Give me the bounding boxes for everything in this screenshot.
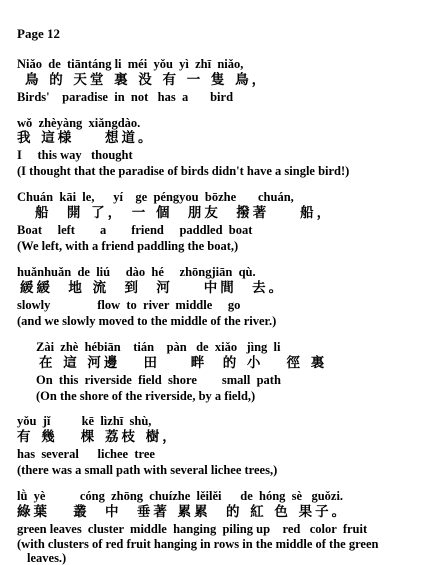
stanza-1-gloss: Birds' paradise in not has a bird [17,90,234,104]
stanza-7-translation-continued: leaves.) [27,551,67,565]
stanza-5-pinyin: Zài zhè hébiān tián pàn de xiǎo jìng li [36,340,281,354]
stanza-2-chinese: 我 這様 想道。 [17,130,155,146]
stanza-4-chinese: 緩緩 地 流 到 河 中間 去。 [20,280,286,296]
stanza-2-gloss: I this way thought [17,148,133,162]
stanza-4-pinyin: huǎnhuǎn de liú dào hé zhōngjiān qù. [17,265,256,279]
stanza-1-pinyin: Niǎo de tiāntáng li méi yǒu yì zhī niǎo, [17,57,244,71]
stanza-3-pinyin: Chuán kāi le, yí ge péngyou bōzhe chuán, [17,190,294,204]
stanza-7-pinyin: lǜ yè cóng zhōng chuízhe lěilěi de hóng sè guǒzi. [17,489,344,503]
stanza-7-chinese: 綠葉 叢 中 垂著 累累 的 紅 色 果子。 [17,504,349,520]
stanza-2-pinyin: wǒ zhèyàng xiǎngdào. [17,116,141,130]
stanza-4-translation: (and we slowly moved to the middle of the river.) [17,314,277,328]
stanza-6-pinyin: yǒu jǐ kē lìzhī shù, [17,414,152,428]
stanza-2-translation: (I thought that the paradise of birds didn't have a single bird!) [17,164,350,178]
stanza-5-translation: (On the shore of the riverside, by a field,) [36,389,256,403]
stanza-1-chinese: 鳥 的 天堂 裏 没 有 一 隻 鳥， [25,72,269,88]
stanza-7-gloss: green leaves cluster middle hanging piling up red color fruit [17,522,368,536]
stanza-4-gloss: slowly flow to river middle go [17,298,241,312]
stanza-3-chinese: 船 開 了， 一 個 朋友 撥著 船， [35,205,334,221]
stanza-3-gloss: Boat left a friend paddled boat [17,223,253,237]
stanza-6-translation: (there was a small path with several lichee trees,) [17,463,278,477]
stanza-3-translation: (We left, with a friend paddling the boat,) [17,239,239,253]
stanza-7-translation: (with clusters of red fruit hanging in rows in the middle of the green [17,537,379,551]
page-number: Page 12 [17,26,60,41]
stanza-5-gloss: On this riverside field shore small path [36,373,281,387]
stanza-6-chinese: 有 幾 棵 荔枝 樹， [17,429,179,445]
stanza-5-chinese: 在 這 河邊 田 畔 的 小 徑 裏 [39,355,328,371]
stanza-6-gloss: has several lichee tree [17,447,155,461]
